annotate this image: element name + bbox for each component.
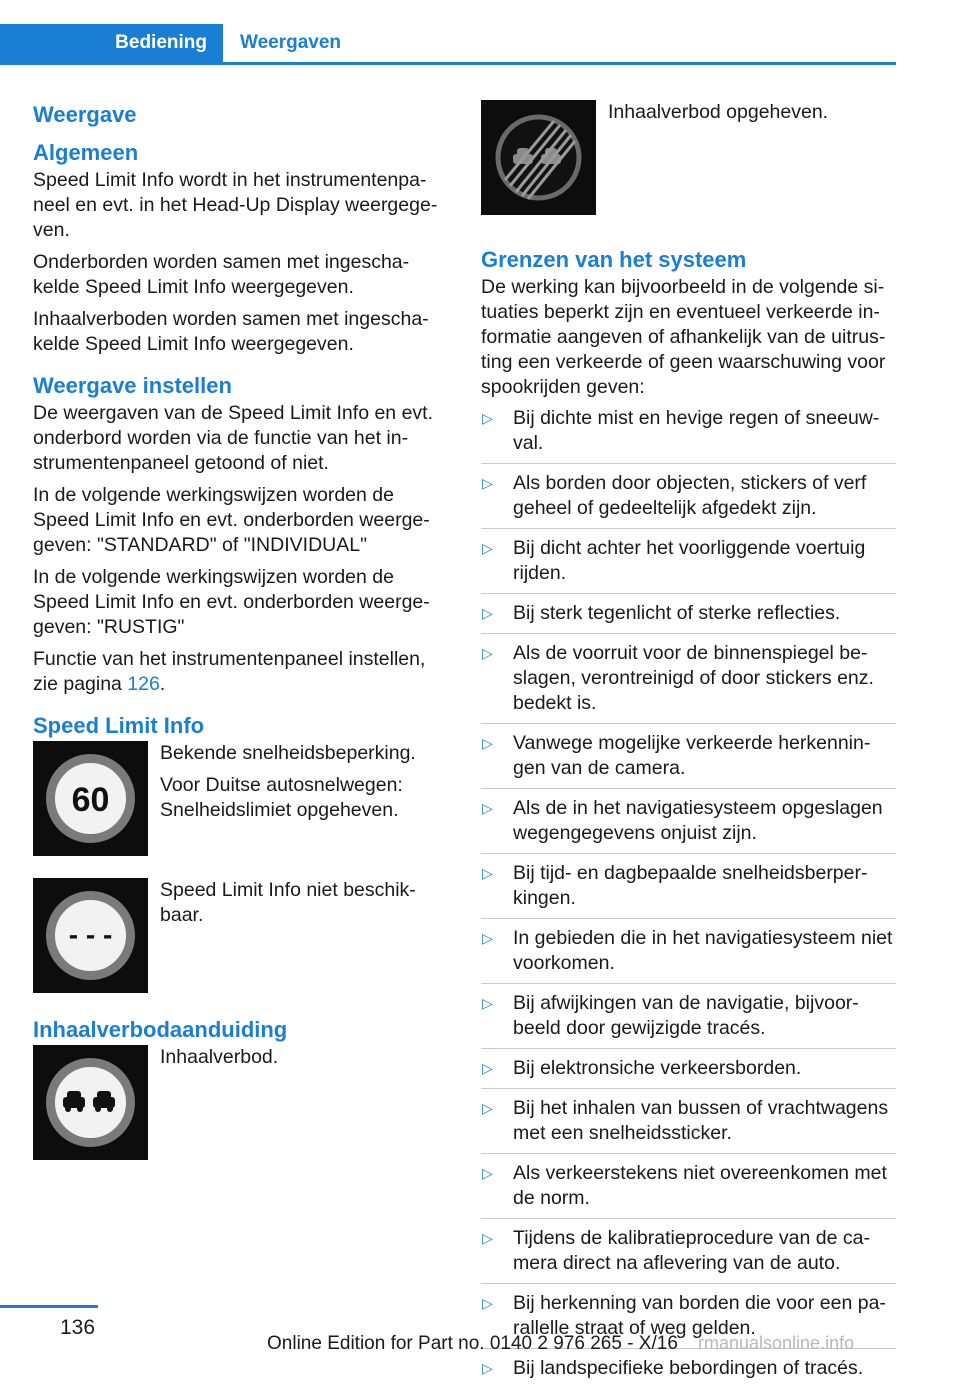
triangle-bullet-icon: ▷ [482, 1230, 493, 1246]
tab-bediening[interactable]: Bediening [0, 24, 223, 62]
paragraph: Onderborden worden samen met ingescha-kelde Speed Limit Info weergegeven. [33, 251, 410, 298]
triangle-bullet-icon: ▷ [482, 1165, 493, 1181]
list-item [481, 1226, 896, 1284]
sign-dashes: - - - [68, 919, 113, 950]
heading-inhaalverbodaanduiding: Inhaalverbodaanduiding [33, 1017, 288, 1042]
list-item-text: Als de in het navigatiesysteem opgeslagen wegengegevens onjuist zijn. [513, 797, 883, 844]
list-item-text: Bij dichte mist en hevige regen of sneeuw-val. [513, 407, 880, 454]
list-item [481, 1161, 896, 1219]
sign-number-60: 60 [71, 781, 110, 819]
list-item-text: Bij dicht achter het voorliggende voertuig rijden. [513, 537, 866, 584]
paragraph: In de volgende werkingswijzen worden de Speed Limit Info en evt. onderborden weerge-geven: "RUSTIG" [33, 566, 430, 638]
ref-text: Functie van het instrumentenpaneel instellen, zie pagina [33, 648, 426, 695]
paragraph: Inhaalverboden worden samen met ingescha-kelde Speed Limit Info weergegeven. [33, 308, 429, 355]
list-item [481, 1356, 896, 1388]
paragraph-reference [33, 647, 443, 697]
triangle-bullet-icon: ▷ [482, 735, 493, 751]
triangle-bullet-icon: ▷ [482, 1295, 493, 1311]
triangle-bullet-icon: ▷ [482, 995, 493, 1011]
paragraph: In de volgende werkingswijzen worden de Speed Limit Info en evt. onderborden weerge-geven: "STANDARD" of "INDIVIDUAL" [33, 484, 430, 556]
heading-algemeen: Algemeen [33, 140, 139, 165]
triangle-bullet-icon: ▷ [482, 1100, 493, 1116]
list-item [481, 991, 896, 1049]
heading-weergave-instellen: Weergave instellen [33, 373, 232, 398]
list-item-text: Bij elektronsiche verkeersborden. [513, 1057, 802, 1079]
no-overtaking-sign-icon [33, 1045, 148, 1160]
triangle-bullet-icon: ▷ [482, 410, 493, 426]
page-number: 136 [60, 1316, 96, 1339]
list-item [481, 926, 896, 984]
sign-description [160, 741, 443, 856]
sign-text: Bekende snelheidsbeperking. [160, 742, 416, 764]
sign-row-speed-60 [33, 741, 443, 856]
paragraph: De weergaven van de Speed Limit Info en evt. onderbord worden via de functie van het in-strumentenpaneel getoond of niet. [33, 402, 433, 474]
sign-row-not-available [33, 878, 443, 993]
list-item [481, 471, 896, 529]
list-item [481, 1096, 896, 1154]
list-item-text: In gebieden die in het navigatiesysteem niet voorkomen. [513, 927, 893, 974]
list-item-text: Bij herkenning van borden die voor een pa-rallelle straat of weg gelden. [513, 1292, 886, 1339]
list-item-text: Bij het inhalen van bussen of vrachtwagens met een snelheidssticker. [513, 1097, 889, 1144]
triangle-bullet-icon: ▷ [482, 540, 493, 556]
list-item-text: Bij landspecifieke bebordingen of tracés. [513, 1357, 864, 1379]
list-item [481, 601, 896, 634]
triangle-bullet-icon: ▷ [482, 800, 493, 816]
triangle-bullet-icon: ▷ [482, 930, 493, 946]
tab-weergaven[interactable]: Weergaven [240, 32, 342, 53]
end-no-overtaking-sign-icon [481, 100, 596, 215]
watermark: rmanualsonline.info [698, 1333, 855, 1353]
list-item [481, 536, 896, 594]
list-item [481, 796, 896, 854]
triangle-bullet-icon: ▷ [482, 865, 493, 881]
triangle-bullet-icon: ▷ [482, 645, 493, 661]
list-item-text: Bij tijd- en dagbepaalde snelheidsberper-kingen. [513, 862, 868, 909]
sign-row-end-no-overtaking [481, 100, 896, 215]
list-item [481, 731, 896, 789]
right-column [481, 100, 896, 1395]
heading-speed-limit-info: Speed Limit Info [33, 713, 205, 738]
sign-row-no-overtaking [33, 1045, 443, 1160]
triangle-bullet-icon: ▷ [482, 1060, 493, 1076]
sign-text: Speed Limit Info niet beschik-baar. [160, 879, 416, 926]
left-column [33, 100, 443, 1182]
ref-end: . [159, 673, 166, 695]
section-title-weergave: Weergave [33, 102, 137, 127]
list-item-text: Vanwege mogelijke verkeerde herkennin-gen van de camera. [513, 732, 871, 779]
triangle-bullet-icon: ▷ [482, 605, 493, 621]
footer-rule [0, 1305, 98, 1308]
limitations-list [481, 406, 896, 1388]
triangle-bullet-icon: ▷ [482, 475, 493, 491]
list-item-text: Als verkeerstekens niet overeenkomen met de norm. [513, 1162, 887, 1209]
page-link-126[interactable]: 126 [127, 673, 160, 695]
sign-text: Inhaalverbod opgeheven. [608, 101, 829, 123]
list-item-text: Als de voorruit voor de binnenspiegel be-slagen, verontreinigd of door stickers enz. bedekt is. [513, 642, 874, 714]
speed-limit-unavailable-sign-icon [33, 878, 148, 993]
list-item [481, 861, 896, 919]
list-item-text: Tijdens de kalibratieprocedure van de ca-mera direct na aflevering van de auto. [513, 1227, 870, 1274]
sign-description [608, 100, 896, 215]
sign-description [160, 1045, 443, 1160]
header-tabs [0, 24, 896, 65]
list-item [481, 406, 896, 464]
heading-grenzen-van-het-systeem: Grenzen van het systeem [481, 247, 747, 272]
list-item-text: Bij afwijkingen van de navigatie, bijvoor-beeld door gewijzigde tracés. [513, 992, 859, 1039]
sign-description [160, 878, 443, 993]
triangle-bullet-icon: ▷ [482, 1360, 493, 1376]
paragraph: Speed Limit Info wordt in het instrumentenpa-neel en evt. in het Head-Up Display weergege-ven. [33, 169, 438, 241]
list-item [481, 641, 896, 724]
list-item-text: Als borden door objecten, stickers of verf geheel of gedeeltelijk afgedekt zijn. [513, 472, 867, 519]
sign-text: Inhaalverbod. [160, 1046, 279, 1068]
sign-text: Voor Duitse autosnelwegen: Snelheidslimiet opgeheven. [160, 774, 403, 821]
list-item [481, 1056, 896, 1089]
paragraph-intro: De werking kan bijvoorbeeld in de volgende si-tuaties beperkt zijn en eventueel verkeerde in-formatie aangeven of afhankelijk van de uitrus-ting een verkeerde of geen waarschuwing voor spookrijden geven: [481, 276, 886, 398]
speed-limit-60-sign-icon [33, 741, 148, 856]
edition-info: Online Edition for Part no. 0140 2 976 265 - X/16 [267, 1333, 678, 1354]
list-item-text: Bij sterk tegenlicht of sterke reflecties. [513, 602, 841, 624]
